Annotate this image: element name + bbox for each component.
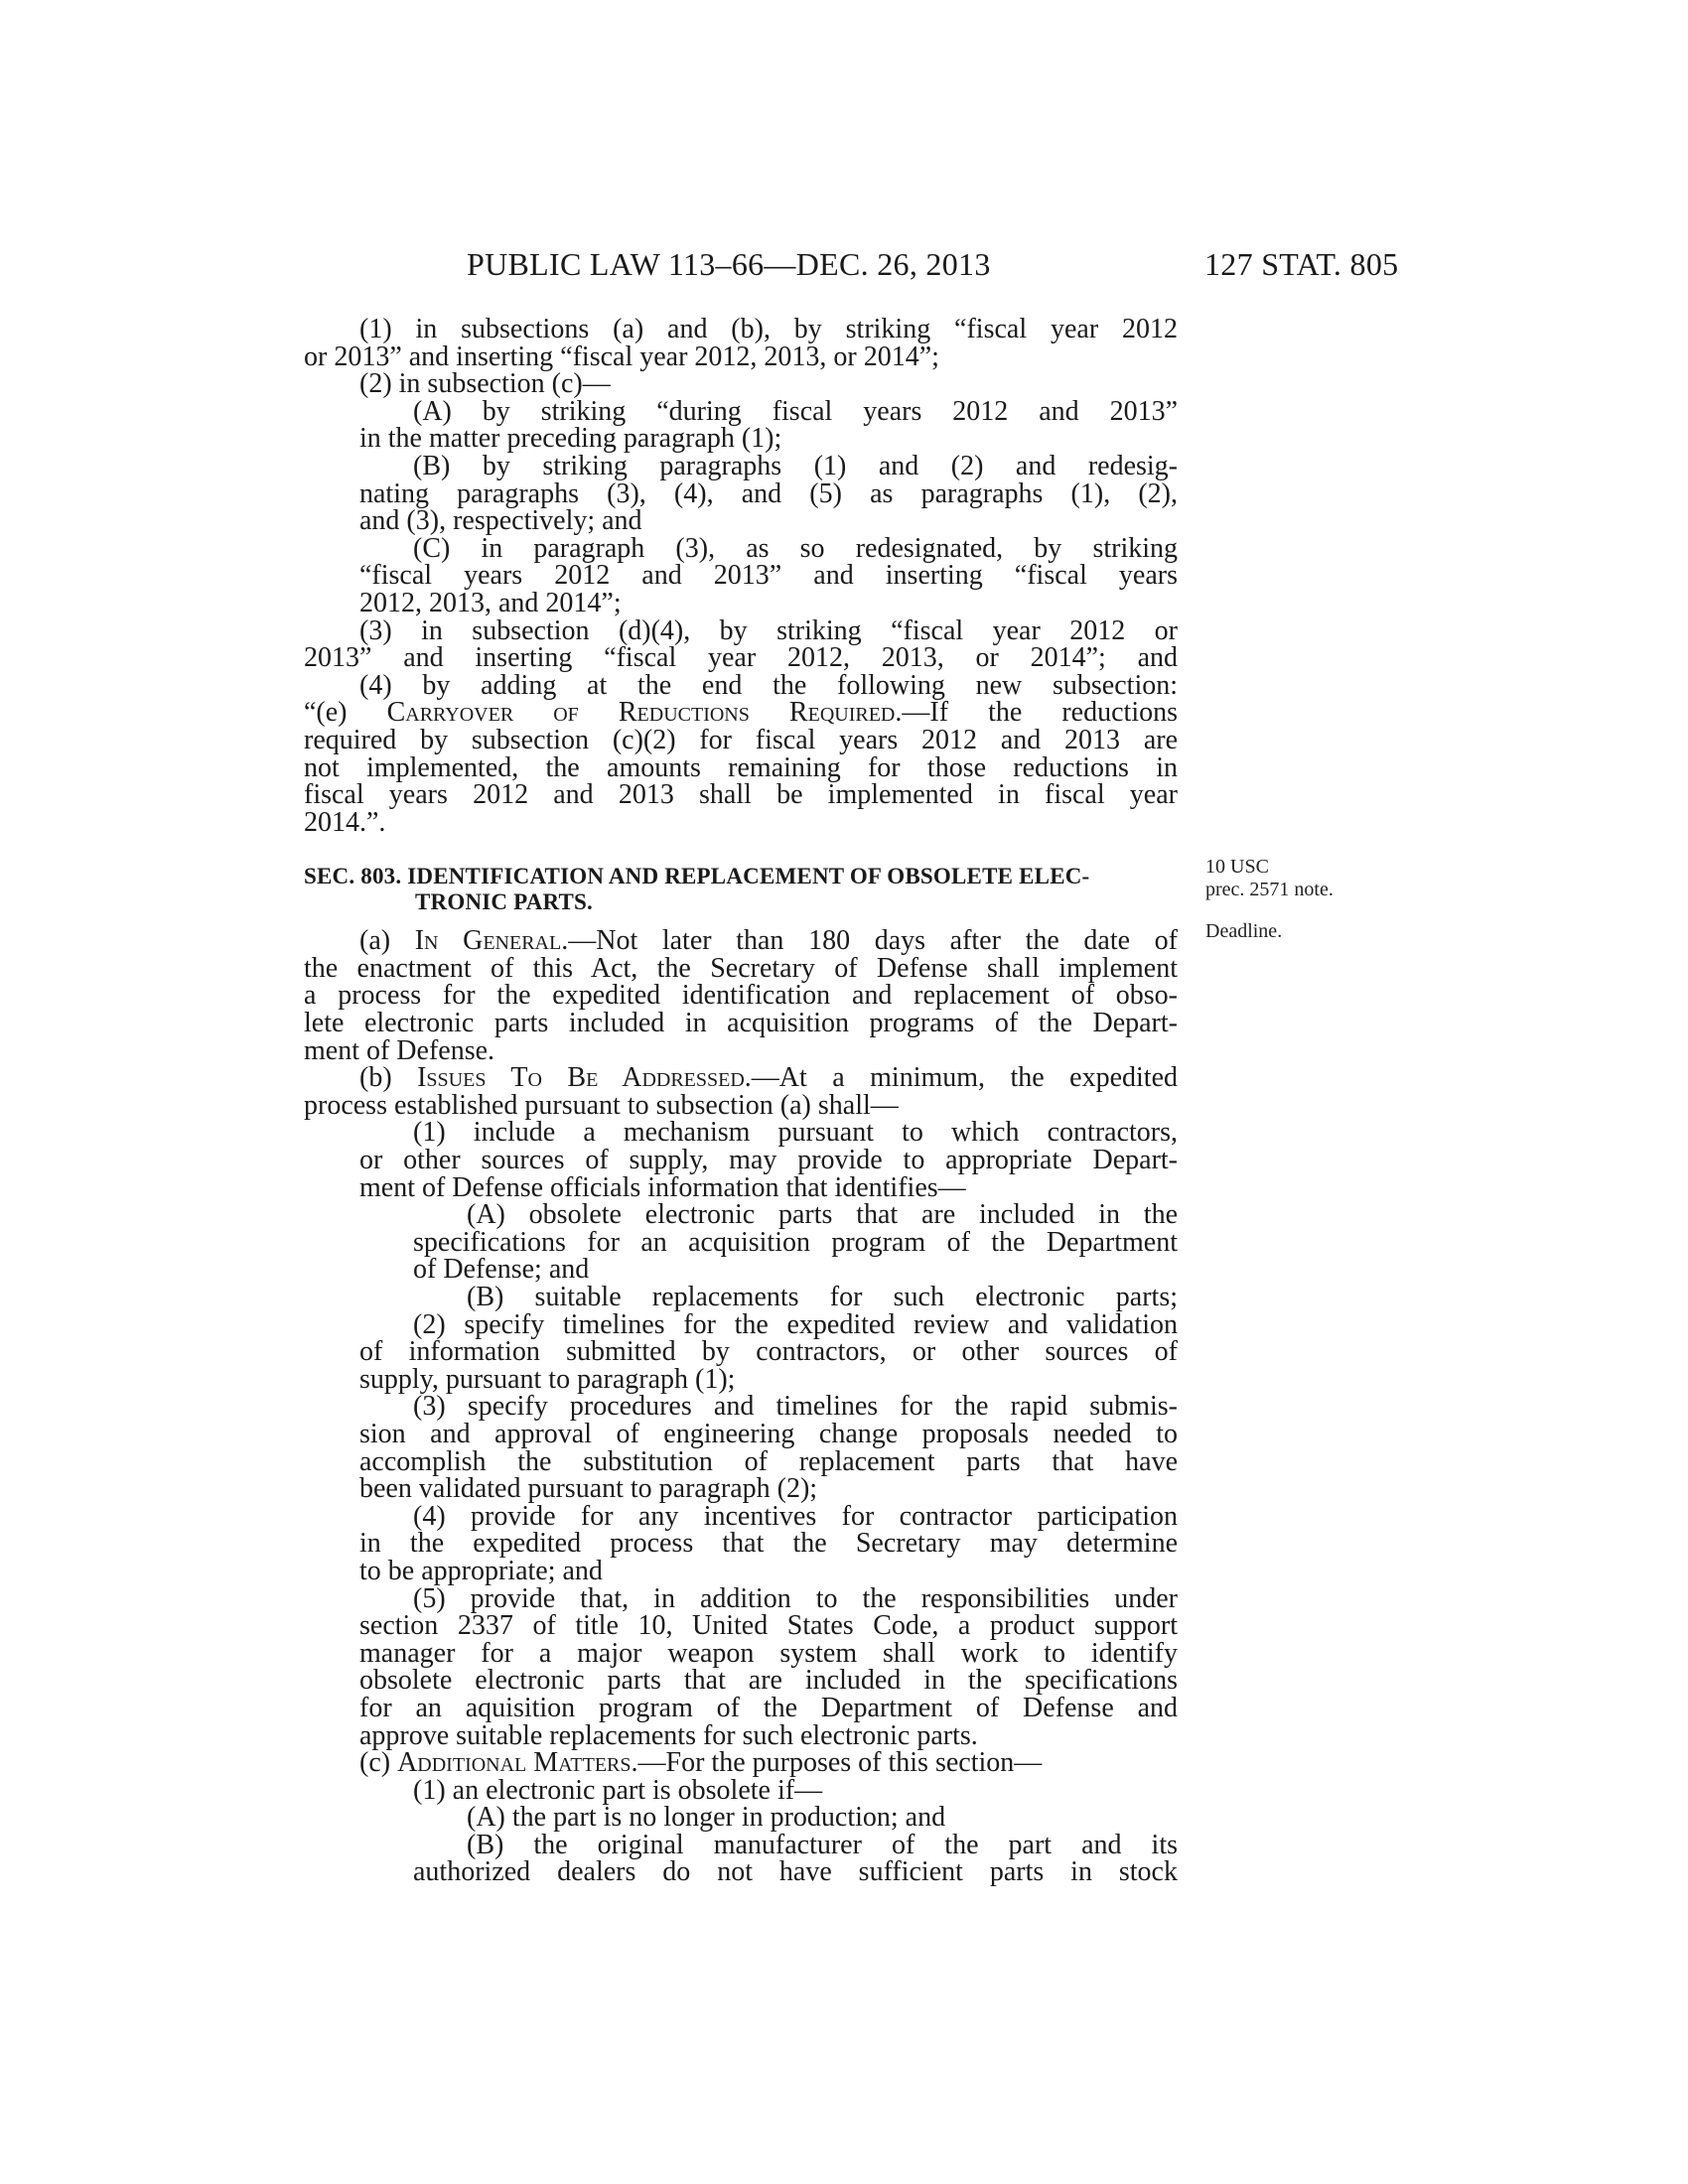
text-line: 2012, 2013, and 2014”; (359, 587, 622, 618)
text-line: specifications for an acquisition program of the Department (413, 1226, 1178, 1258)
subsection-e-heading-line (304, 699, 1178, 727)
subsection-e-heading: Carryover of Reductions Required (386, 697, 896, 729)
text-line: (5) provide that, in addition to the responsibilities under (413, 1582, 1178, 1614)
text-line: to be appropriate; and (359, 1555, 603, 1586)
text-line: and (3), respectively; and (359, 505, 642, 537)
text-line: 2013” and inserting “fiscal year 2012, 2013, or 2014”; and (304, 642, 1178, 674)
text-line: or 2013” and inserting “fiscal year 2012, 2013, or 2014”; (304, 341, 939, 372)
text-line: (B) the original manufacturer of the part and its (467, 1829, 1178, 1860)
text-line: sion and approval of engineering change proposals needed to (359, 1418, 1178, 1449)
text-line: not implemented, the amounts remaining for those reductions in (304, 751, 1178, 783)
text-line: (4) by adding at the end the following new subsection: (359, 669, 1178, 701)
text-line: obsolete electronic parts that are included in the specifications (359, 1665, 1178, 1697)
text-line: a process for the expedited identification and replacement of obso- (304, 980, 1178, 1012)
text-line: “fiscal years 2012 and 2013” and inserting “fiscal years (359, 560, 1178, 592)
text-line: (B) suitable replacements for such electronic parts; (467, 1282, 1178, 1312)
text-line: (1) in subsections (a) and (b), by striking “fiscal year 2012 (359, 314, 1178, 344)
text-line: required by subsection (c)(2) for fiscal years 2012 and 2013 are (304, 724, 1178, 755)
text-line: (4) provide for any incentives for contractor participation (413, 1500, 1178, 1532)
subsection-c-heading-line (359, 1749, 1178, 1777)
margin-note-usc-line1: 10 USC (1205, 856, 1269, 878)
text-line: (B) by striking paragraphs (1) and (2) and redesig- (413, 450, 1178, 481)
text-line: been validated pursuant to paragraph (2); (359, 1473, 818, 1505)
text-line: supply, pursuant to paragraph (1); (359, 1363, 736, 1395)
text-line: approve suitable replacements for such electronic parts. (359, 1719, 978, 1751)
subsection-b-heading-line (359, 1064, 1178, 1092)
subsection-b-heading: Issues To Be Addressed (417, 1062, 745, 1094)
text-line: (2) specify timelines for the expedited review and validation (413, 1308, 1178, 1340)
text-line: lete electronic parts included in acquisition programs of the Depart- (304, 1008, 1178, 1039)
section-heading-line2: TRONIC PARTS. (415, 889, 593, 915)
document-body (304, 316, 1178, 1886)
text-line: ment of Defense. (304, 1034, 495, 1066)
subsection-e-text: .—If the reductions (895, 697, 1178, 729)
text-line: process established pursuant to subsection (a) shall— (304, 1089, 899, 1121)
running-header-law: PUBLIC LAW 113–66—DEC. 26, 2013 (467, 246, 991, 282)
subsection-c-text: .—For the purposes of this section— (631, 1747, 1043, 1779)
text-line: (C) in paragraph (3), as so redesignated, by striking (413, 532, 1178, 564)
text-line: of Defense; and (413, 1254, 590, 1286)
text-line: 2014.”. (304, 806, 386, 838)
subsection-a-heading-line (359, 927, 1178, 955)
text-line: authorized dealers do not have sufficient parts in stock (413, 1856, 1178, 1888)
text-line: fiscal years 2012 and 2013 shall be implemented in fiscal year (304, 779, 1178, 811)
text-line: (3) specify procedures and timelines for the rapid submis- (413, 1391, 1178, 1423)
section-heading (304, 864, 1178, 915)
subsection-a-text: .—Not later than 180 days after the date of (561, 925, 1178, 957)
text-line: (A) the part is no longer in production; and (467, 1802, 946, 1834)
text-line: section 2337 of title 10, United States Code, a product support (359, 1610, 1178, 1642)
text-line: (A) obsolete electronic parts that are included in the (467, 1199, 1178, 1231)
subsection-c-heading: Additional Matters (397, 1747, 632, 1779)
text-line: (1) an electronic part is obsolete if— (413, 1774, 823, 1806)
text-line: for an aquisition program of the Department of Defense and (359, 1692, 1178, 1723)
text-line: (1) include a mechanism pursuant to which contractors, (413, 1117, 1178, 1149)
text-line: (3) in subsection (d)(4), by striking “fiscal year 2012 or (359, 614, 1178, 646)
text-line: accomplish the substitution of replacement parts that have (359, 1445, 1178, 1477)
subsection-c-label: (c) (359, 1747, 398, 1779)
text-line: of information submitted by contractors, or other sources of (359, 1336, 1178, 1368)
text-line: ment of Defense officials information that identifies— (359, 1171, 966, 1203)
page-stat-number: 127 STAT. 805 (1204, 246, 1399, 282)
subsection-b-text: .—At a minimum, the expedited (744, 1062, 1178, 1094)
text-line: in the expedited process that the Secretary may determine (359, 1528, 1178, 1560)
subsection-a-label: (a) (359, 925, 415, 957)
subsection-e-label: “(e) (304, 697, 387, 729)
text-line: the enactment of this Act, the Secretary of Defense shall implement (304, 952, 1178, 984)
margin-note-usc (1205, 856, 1334, 901)
margin-note-deadline: Deadline. (1205, 920, 1283, 942)
text-line: manager for a major weapon system shall work to identify (359, 1637, 1178, 1669)
text-line: (2) in subsection (c)— (359, 368, 611, 400)
section-heading-line1: SEC. 803. IDENTIFICATION AND REPLACEMENT OF OBSOLETE ELEC- (304, 864, 1090, 889)
text-line: nating paragraphs (3), (4), and (5) as paragraphs (1), (2), (359, 478, 1178, 509)
subsection-a-heading: In General (414, 925, 562, 957)
margin-note-usc-line2: prec. 2571 note. (1205, 879, 1334, 900)
text-line: or other sources of supply, may provide to appropriate Depart- (359, 1145, 1178, 1176)
text-line: (A) by striking “during fiscal years 2012 and 2013” (413, 395, 1178, 427)
subsection-b-label: (b) (359, 1062, 418, 1094)
text-line: in the matter preceding paragraph (1); (359, 423, 782, 455)
